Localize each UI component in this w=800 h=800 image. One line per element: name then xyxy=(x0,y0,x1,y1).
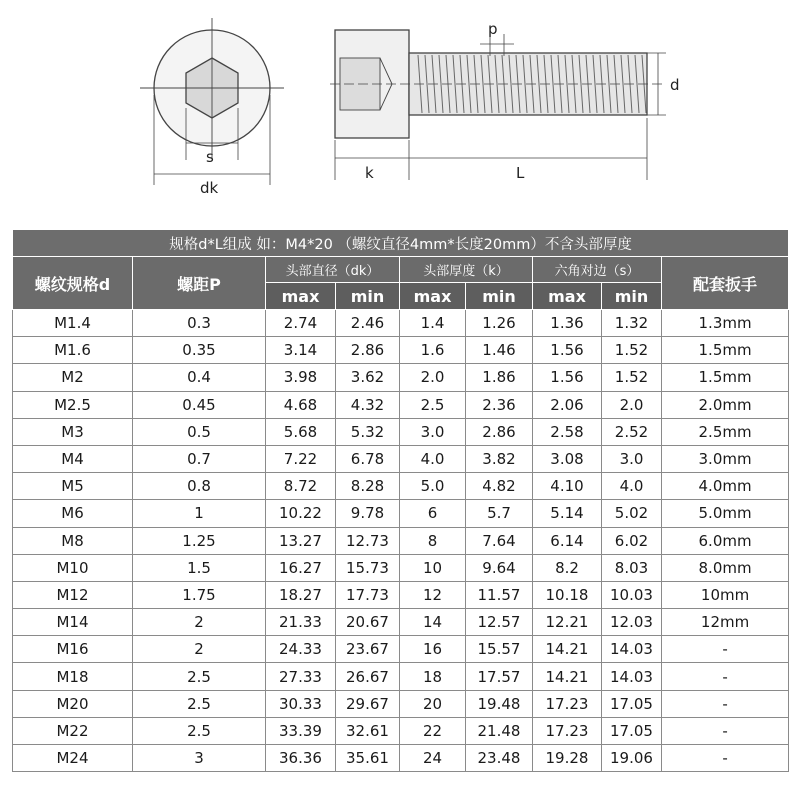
cell-hex-min: 2.52 xyxy=(602,418,662,445)
cell-hex-max: 6.14 xyxy=(533,527,602,554)
cell-head-thk-min: 1.86 xyxy=(466,364,533,391)
cell-head-thk-max: 6 xyxy=(400,500,466,527)
cell-thread-spec: M2.5 xyxy=(13,391,133,418)
cell-wrench: - xyxy=(662,690,789,717)
cell-thread-spec: M1.4 xyxy=(13,310,133,337)
cell-head-thk-min: 2.86 xyxy=(466,418,533,445)
cell-head-dia-max: 2.74 xyxy=(266,310,336,337)
cell-hex-max: 1.36 xyxy=(533,310,602,337)
cell-head-dia-min: 12.73 xyxy=(336,527,400,554)
table-row xyxy=(13,636,789,663)
cell-pitch: 1.25 xyxy=(133,527,266,554)
cell-head-thk-max: 4.0 xyxy=(400,445,466,472)
cell-head-dia-min: 2.46 xyxy=(336,310,400,337)
cell-wrench: 5.0mm xyxy=(662,500,789,527)
cell-head-dia-min: 32.61 xyxy=(336,717,400,744)
cell-hex-max: 2.06 xyxy=(533,391,602,418)
cell-thread-spec: M12 xyxy=(13,581,133,608)
cell-head-thk-min: 7.64 xyxy=(466,527,533,554)
cell-head-dia-min: 4.32 xyxy=(336,391,400,418)
cell-hex-min: 1.52 xyxy=(602,364,662,391)
cell-hex-min: 14.03 xyxy=(602,663,662,690)
cell-hex-max: 12.21 xyxy=(533,609,602,636)
cell-head-dia-max: 24.33 xyxy=(266,636,336,663)
table-row xyxy=(13,418,789,445)
cell-head-thk-max: 10 xyxy=(400,554,466,581)
cell-head-dia-max: 36.36 xyxy=(266,745,336,772)
cell-thread-spec: M1.6 xyxy=(13,337,133,364)
cell-thread-spec: M18 xyxy=(13,663,133,690)
cell-pitch: 1 xyxy=(133,500,266,527)
table-row xyxy=(13,337,789,364)
header-thread-spec: 螺纹规格d xyxy=(13,257,133,310)
cell-wrench: - xyxy=(662,745,789,772)
cell-head-thk-max: 16 xyxy=(400,636,466,663)
cell-hex-max: 17.23 xyxy=(533,717,602,744)
cell-head-dia-max: 3.14 xyxy=(266,337,336,364)
cell-head-dia-max: 5.68 xyxy=(266,418,336,445)
cell-hex-max: 1.56 xyxy=(533,337,602,364)
spec-table xyxy=(12,229,789,772)
cell-pitch: 0.45 xyxy=(133,391,266,418)
cell-wrench: 12mm xyxy=(662,609,789,636)
screw-side-view xyxy=(330,30,666,180)
table-row xyxy=(13,527,789,554)
cell-head-thk-max: 3.0 xyxy=(400,418,466,445)
cell-head-dia-max: 3.98 xyxy=(266,364,336,391)
header-pitch: 螺距P xyxy=(133,257,266,310)
cell-hex-max: 10.18 xyxy=(533,581,602,608)
cell-hex-min: 17.05 xyxy=(602,717,662,744)
cell-head-dia-max: 33.39 xyxy=(266,717,336,744)
header-head-thickness: 头部厚度（k） xyxy=(400,257,533,283)
cell-head-thk-max: 14 xyxy=(400,609,466,636)
cell-hex-max: 14.21 xyxy=(533,636,602,663)
cell-head-dia-min: 9.78 xyxy=(336,500,400,527)
cell-thread-spec: M14 xyxy=(13,609,133,636)
cell-head-dia-max: 30.33 xyxy=(266,690,336,717)
cell-pitch: 3 xyxy=(133,745,266,772)
cell-head-dia-min: 15.73 xyxy=(336,554,400,581)
cell-hex-min: 1.52 xyxy=(602,337,662,364)
label-p: p xyxy=(488,20,498,38)
cell-hex-min: 17.05 xyxy=(602,690,662,717)
cell-head-thk-max: 2.0 xyxy=(400,364,466,391)
cell-pitch: 2.5 xyxy=(133,690,266,717)
cell-hex-min: 4.0 xyxy=(602,473,662,500)
table-row xyxy=(13,745,789,772)
table-row xyxy=(13,364,789,391)
cell-head-dia-min: 5.32 xyxy=(336,418,400,445)
cell-pitch: 0.5 xyxy=(133,418,266,445)
cell-wrench: - xyxy=(662,663,789,690)
cell-hex-min: 10.03 xyxy=(602,581,662,608)
cell-head-dia-max: 10.22 xyxy=(266,500,336,527)
cell-hex-min: 12.03 xyxy=(602,609,662,636)
cell-hex-max: 14.21 xyxy=(533,663,602,690)
cell-head-dia-max: 4.68 xyxy=(266,391,336,418)
table-row xyxy=(13,445,789,472)
cell-head-dia-min: 8.28 xyxy=(336,473,400,500)
cell-head-thk-max: 8 xyxy=(400,527,466,554)
table-row xyxy=(13,717,789,744)
header-min: min xyxy=(466,283,533,310)
cell-hex-min: 8.03 xyxy=(602,554,662,581)
label-s: s xyxy=(206,148,214,166)
cell-pitch: 2.5 xyxy=(133,717,266,744)
screw-drawing xyxy=(0,0,800,230)
cell-head-thk-min: 15.57 xyxy=(466,636,533,663)
cell-pitch: 2.5 xyxy=(133,663,266,690)
cell-head-dia-min: 6.78 xyxy=(336,445,400,472)
cell-hex-min: 6.02 xyxy=(602,527,662,554)
cell-hex-min: 3.0 xyxy=(602,445,662,472)
cell-head-thk-max: 18 xyxy=(400,663,466,690)
cell-hex-max: 17.23 xyxy=(533,690,602,717)
cell-head-dia-max: 16.27 xyxy=(266,554,336,581)
cell-thread-spec: M10 xyxy=(13,554,133,581)
table-row xyxy=(13,500,789,527)
cell-thread-spec: M2 xyxy=(13,364,133,391)
cell-pitch: 2 xyxy=(133,609,266,636)
cell-hex-min: 19.06 xyxy=(602,745,662,772)
table-row xyxy=(13,690,789,717)
cell-head-dia-max: 18.27 xyxy=(266,581,336,608)
cell-head-thk-min: 17.57 xyxy=(466,663,533,690)
cell-head-dia-min: 23.67 xyxy=(336,636,400,663)
cell-wrench: 4.0mm xyxy=(662,473,789,500)
cell-head-dia-max: 27.33 xyxy=(266,663,336,690)
cell-head-dia-min: 17.73 xyxy=(336,581,400,608)
cell-wrench: 2.0mm xyxy=(662,391,789,418)
cell-head-dia-max: 13.27 xyxy=(266,527,336,554)
cell-head-dia-max: 7.22 xyxy=(266,445,336,472)
cell-head-dia-min: 26.67 xyxy=(336,663,400,690)
cell-hex-max: 4.10 xyxy=(533,473,602,500)
cell-thread-spec: M5 xyxy=(13,473,133,500)
cell-pitch: 0.4 xyxy=(133,364,266,391)
cell-pitch: 2 xyxy=(133,636,266,663)
cell-hex-min: 1.32 xyxy=(602,310,662,337)
header-max: max xyxy=(533,283,602,310)
cell-wrench: 1.3mm xyxy=(662,310,789,337)
cell-head-thk-max: 20 xyxy=(400,690,466,717)
cell-wrench: - xyxy=(662,636,789,663)
cell-pitch: 0.35 xyxy=(133,337,266,364)
cell-head-thk-min: 12.57 xyxy=(466,609,533,636)
cell-thread-spec: M20 xyxy=(13,690,133,717)
label-dk: dk xyxy=(200,179,219,197)
cell-head-thk-max: 12 xyxy=(400,581,466,608)
cell-wrench: 1.5mm xyxy=(662,337,789,364)
table-row xyxy=(13,609,789,636)
cell-wrench: 1.5mm xyxy=(662,364,789,391)
cell-wrench: 6.0mm xyxy=(662,527,789,554)
table-row xyxy=(13,554,789,581)
label-L: L xyxy=(516,164,525,182)
cell-thread-spec: M24 xyxy=(13,745,133,772)
header-min: min xyxy=(602,283,662,310)
header-max: max xyxy=(266,283,336,310)
cell-thread-spec: M6 xyxy=(13,500,133,527)
cell-head-thk-max: 1.4 xyxy=(400,310,466,337)
cell-head-thk-max: 1.6 xyxy=(400,337,466,364)
label-k: k xyxy=(365,164,374,182)
cell-hex-min: 5.02 xyxy=(602,500,662,527)
cell-hex-max: 19.28 xyxy=(533,745,602,772)
cell-head-thk-max: 22 xyxy=(400,717,466,744)
cell-head-thk-min: 2.36 xyxy=(466,391,533,418)
cell-head-dia-min: 3.62 xyxy=(336,364,400,391)
cell-thread-spec: M3 xyxy=(13,418,133,445)
cell-thread-spec: M16 xyxy=(13,636,133,663)
cell-head-thk-min: 11.57 xyxy=(466,581,533,608)
table-row xyxy=(13,473,789,500)
cell-head-thk-min: 9.64 xyxy=(466,554,533,581)
table-row xyxy=(13,663,789,690)
table-row xyxy=(13,581,789,608)
cell-head-dia-min: 20.67 xyxy=(336,609,400,636)
header-hex-across-flats: 六角对边（s） xyxy=(533,257,662,283)
cell-pitch: 1.75 xyxy=(133,581,266,608)
cell-hex-max: 5.14 xyxy=(533,500,602,527)
cell-hex-max: 1.56 xyxy=(533,364,602,391)
cell-head-thk-max: 24 xyxy=(400,745,466,772)
header-min: min xyxy=(336,283,400,310)
cell-head-thk-max: 2.5 xyxy=(400,391,466,418)
table-body xyxy=(13,310,789,772)
cell-head-dia-min: 2.86 xyxy=(336,337,400,364)
cell-wrench: 8.0mm xyxy=(662,554,789,581)
table-row xyxy=(13,391,789,418)
cell-pitch: 0.7 xyxy=(133,445,266,472)
cell-head-thk-min: 1.26 xyxy=(466,310,533,337)
cell-thread-spec: M8 xyxy=(13,527,133,554)
cell-head-thk-min: 1.46 xyxy=(466,337,533,364)
cell-head-thk-min: 21.48 xyxy=(466,717,533,744)
cell-hex-min: 2.0 xyxy=(602,391,662,418)
cell-head-dia-max: 21.33 xyxy=(266,609,336,636)
cell-head-thk-min: 23.48 xyxy=(466,745,533,772)
cell-head-thk-min: 4.82 xyxy=(466,473,533,500)
cell-hex-max: 3.08 xyxy=(533,445,602,472)
cell-pitch: 0.8 xyxy=(133,473,266,500)
cell-wrench: 3.0mm xyxy=(662,445,789,472)
table-caption: 规格d*L组成 如：M4*20 （螺纹直径4mm*长度20mm）不含头部厚度 xyxy=(13,230,789,257)
header-head-diameter: 头部直径（dk） xyxy=(266,257,400,283)
cell-wrench: 2.5mm xyxy=(662,418,789,445)
cell-head-thk-max: 5.0 xyxy=(400,473,466,500)
cell-wrench: 10mm xyxy=(662,581,789,608)
cell-wrench: - xyxy=(662,717,789,744)
cell-hex-min: 14.03 xyxy=(602,636,662,663)
header-wrench: 配套扳手 xyxy=(662,257,789,310)
cell-head-dia-min: 35.61 xyxy=(336,745,400,772)
header-max: max xyxy=(400,283,466,310)
cell-thread-spec: M4 xyxy=(13,445,133,472)
cell-head-dia-min: 29.67 xyxy=(336,690,400,717)
label-d: d xyxy=(670,76,680,94)
table-row xyxy=(13,310,789,337)
cell-head-thk-min: 5.7 xyxy=(466,500,533,527)
cell-thread-spec: M22 xyxy=(13,717,133,744)
cell-pitch: 1.5 xyxy=(133,554,266,581)
cell-head-thk-min: 3.82 xyxy=(466,445,533,472)
cell-hex-max: 2.58 xyxy=(533,418,602,445)
cell-hex-max: 8.2 xyxy=(533,554,602,581)
cell-head-dia-max: 8.72 xyxy=(266,473,336,500)
cell-pitch: 0.3 xyxy=(133,310,266,337)
cell-head-thk-min: 19.48 xyxy=(466,690,533,717)
